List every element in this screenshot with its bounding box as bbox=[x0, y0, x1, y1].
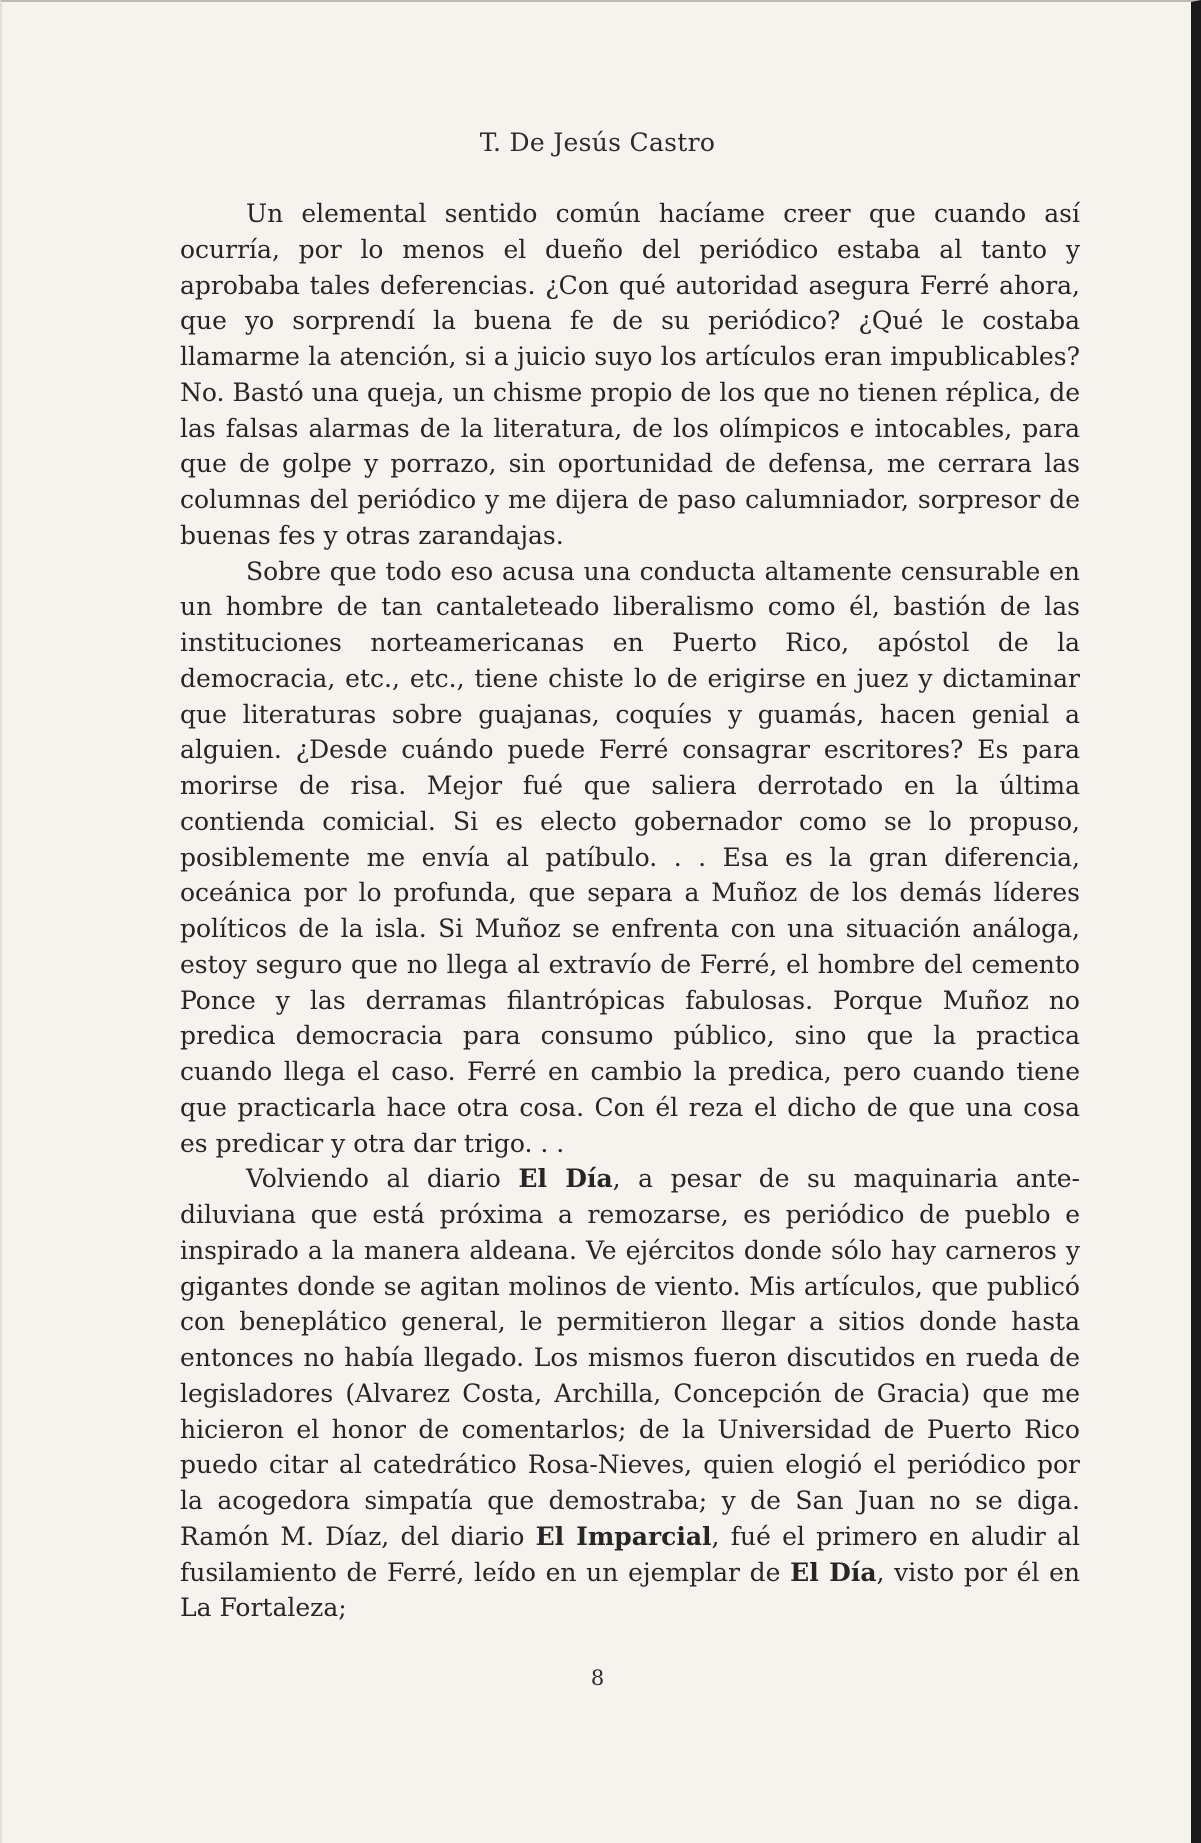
paragraph-3-text: , fué el primero en aludir al fusilamiento de Ferré, leído en un ejemplar de bbox=[180, 1521, 1080, 1587]
paragraph-1: Un elemental sentido común hacíame creer que cuando así ocurría, por lo menos el dueño del periódico estaba al tanto y aprobaba tales deferencias. ¿Con qué autoridad asegura Ferré ahora, que yo sorprendí la buena fe de su periódico? ¿Qué le costaba llamarme la atención, si a juicio suyo los artículos eran impublicables? No. Bastó una queja, un chisme propio de los que no tienen réplica, de las falsas alarmas de la literatura, de los olímpicos e intocables, para que de golpe y porrazo, sin oportunidad de defensa, me cerrara las columnas del periódico y me dijera de paso calumniador, sorpresor de buenas fes y otras zarandajas. bbox=[180, 199, 1080, 550]
newspaper-name-el-dia: El Día bbox=[518, 1164, 613, 1194]
page-number: 8 bbox=[590, 1666, 605, 1690]
newspaper-name-el-imparcial: El Imparcial bbox=[535, 1521, 712, 1551]
newspaper-name-el-dia: El Día bbox=[790, 1557, 877, 1587]
paragraph-3-text: Volviendo al diario bbox=[246, 1164, 519, 1194]
paragraph-3-text: , visto por él en La Fortaleza; bbox=[180, 1557, 1080, 1623]
paragraph-3-text: , a pesar de su maquinaria antediluviana que está próxima a remozarse, es periódico de pueblo e inspirado a la manera aldeana. Ve ejércitos donde sólo hay carneros y gigantes donde se agitan molinos de viento. Mis artículos, que publicó con beneplático general, le permitieron llegar a sitios donde hasta entonces no había llegado. Los mismos fueron discutidos en rueda de legisladores (Alvarez Costa, Archilla, Concepción de Gracia) que me hicieron el honor de comentarlos; de la Universidad de Puerto Rico puedo citar al catedrático Rosa-Nieves, quien elogió el periódico por la acogedora simpatía que demostraba; y de San Juan no se diga. Ramón M. Díaz, del diario bbox=[180, 1164, 1080, 1551]
paragraph-3 bbox=[180, 1161, 1080, 1626]
paragraph-2: Sobre que todo eso acusa una conducta altamente censurable en un hombre de tan cantaleteado liberalismo como él, bastión de las instituciones norteamericanas en Puerto Rico, apóstol de la democracia, etc., etc., tiene chiste lo de erigirse en juez y dictaminar que literaturas sobre guajanas, coquíes y guamás, hacen genial a alguien. ¿Desde cuándo puede Ferré consagrar escritores? Es para morirse de risa. Mejor fué que saliera derrotado en la última contienda comicial. Si es electo gobernador como se lo propuso, posiblemente me envía al patíbulo. . . Esa es la gran diferencia, oceánica por lo profunda, que separa a Muñoz de los demás líderes políticos de la isla. Si Muñoz se enfrenta con una situación análoga, estoy seguro que no llega al extravío de Ferré, el hombre del cemento Ponce y las derramas filantrópicas fabulosas. Porque Muñoz no predica democracia para consumo público, sino que la practica cuando llega el caso. Ferré en cambio la predica, pero cuando tiene que practicarla hace otra cosa. Con él reza el dicho de que una cosa es predicar y otra dar trigo. . . bbox=[180, 556, 1080, 1158]
running-head: T. De Jesús Castro bbox=[479, 128, 716, 157]
body-text bbox=[180, 196, 1080, 1626]
